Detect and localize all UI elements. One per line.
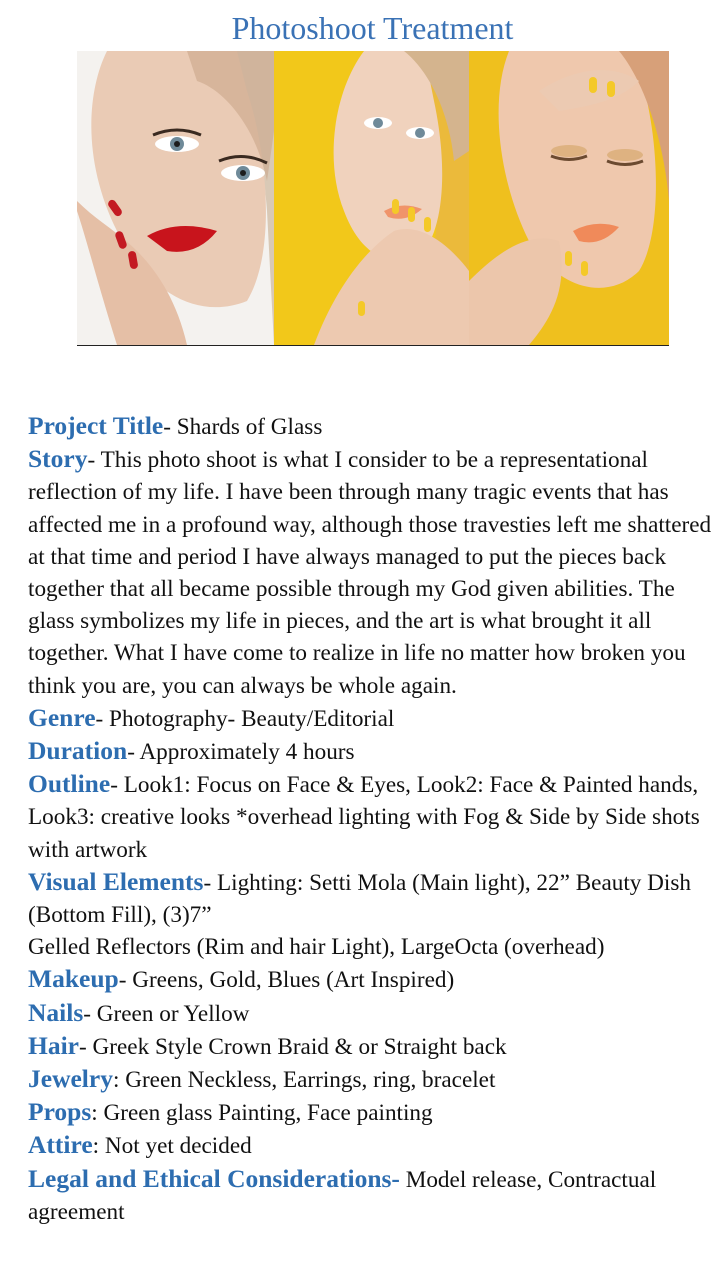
section-label: Nails: [28, 997, 84, 1027]
section-label: Hair: [28, 1030, 79, 1060]
section-label: Duration: [28, 736, 128, 766]
section-label: Attire: [28, 1130, 93, 1160]
photo-look-eyes-closed: [469, 51, 669, 345]
treatment-details: [28, 410, 713, 1228]
section-label: Legal and Ethical Considerations-: [28, 1163, 400, 1193]
section-text: This photo shoot is what I consider to be a representational reflection of my life. I have been through many tragic events that has affected me in a profound way, although those travesties left me shattered at that time and period I have always managed to put the pieces back together that all became possible through my God given abilities. The glass symbolizes my life in pieces, and the art is what brought it all together. What I have come to realize in life no matter how broken you think you are, you can always be whole again.: [28, 447, 712, 699]
section-label: Makeup: [28, 964, 119, 994]
photo-look-yellow-nails: [274, 51, 469, 345]
section-genre: Genre- Photography- Beauty/Editorial: [28, 702, 395, 732]
section-text: Lighting: Setti Mola (Main light), 22” Beauty Dish (Bottom Fill), (3)7”: [28, 869, 691, 929]
photo-look-red-lips: [77, 51, 274, 345]
section-nails: Nails- Green or Yellow: [28, 997, 250, 1027]
section-text: Greek Style Crown Braid & or Straight back: [92, 1033, 507, 1060]
section-text: Shards of Glass: [176, 414, 323, 440]
section-label: Genre: [28, 702, 96, 732]
section-text: Look1: Focus on Face & Eyes, Look2: Face & Painted hands, Look3: creative looks *overhead lighting with Fog & Side by Side shots with artwork: [28, 772, 700, 863]
section-attire: Attire: Not yet decided: [28, 1130, 252, 1160]
section-props: Props: Green glass Painting, Face painting: [28, 1097, 433, 1127]
section-label: Outline: [28, 769, 111, 799]
section-text: Greens, Gold, Blues (Art Inspired): [132, 967, 455, 994]
section-outline: Outline- Look1: Focus on Face & Eyes, Look2: Face & Painted hands, Look3: creative looks *overhead lighting with Fog & Side by Side shots with artwork: [28, 769, 700, 863]
section-text-continued: Gelled Reflectors (Rim and hair Light), LargeOcta (overhead): [28, 934, 605, 961]
section-story: Story- This photo shoot is what I consider to be a representational reflection of my life. I have been through many tragic events that has affected me in a profound way, although those travesties left me shattered at that time and period I have always managed to put the pieces back together that all became possible through my God given abilities. The glass symbolizes my life in pieces, and the art is what brought it all together. What I have come to realize in life no matter how broken you think you are, you can always be whole again.: [28, 444, 712, 699]
section-text: Not yet decided: [104, 1133, 252, 1160]
section-hair: Hair- Greek Style Crown Braid & or Straight back: [28, 1030, 507, 1060]
section-text: Approximately 4 hours: [139, 739, 355, 766]
page-title: Photoshoot Treatment: [231, 10, 514, 46]
photo-strip: [77, 51, 669, 346]
section-visual-elements: Visual Elements- Lighting: Setti Mola (Main light), 22” Beauty Dish (Bottom Fill), (3)7” Gelled Reflectors (Rim and hair Light), LargeOcta (overhead): [28, 866, 691, 961]
section-text: Green or Yellow: [96, 1000, 250, 1027]
section-project-title: Project Title- Shards of Glass: [28, 411, 323, 440]
section-legal: [28, 1163, 713, 1228]
section-label: Props: [28, 1097, 92, 1127]
section-duration: Duration- Approximately 4 hours: [28, 736, 355, 766]
section-text: Green Neckless, Earrings, ring, bracelet: [125, 1067, 496, 1094]
section-label: Visual Elements: [28, 866, 204, 896]
section-text: Green glass Painting, Face painting: [103, 1100, 433, 1127]
section-jewelry: Jewelry: Green Neckless, Earrings, ring, bracelet: [28, 1064, 496, 1094]
section-label: Project Title: [28, 411, 164, 440]
section-label: Story: [28, 444, 88, 474]
section-text: Model release, Contractual agreement: [28, 1166, 657, 1225]
section-text: Photography- Beauty/Editorial: [109, 705, 395, 732]
section-makeup: Makeup- Greens, Gold, Blues (Art Inspired): [28, 964, 455, 994]
section-label: Jewelry: [28, 1064, 113, 1094]
